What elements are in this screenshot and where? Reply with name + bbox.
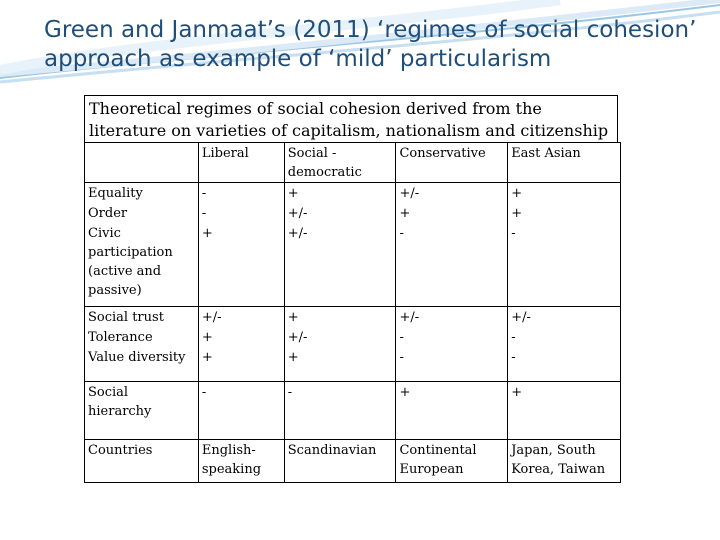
table-cell: +/- xyxy=(284,223,396,307)
table-cell: - xyxy=(198,382,284,440)
table-cell: +/- xyxy=(508,307,621,328)
table-cell: + xyxy=(284,347,396,382)
table-cell: - xyxy=(396,327,508,347)
table-row xyxy=(85,223,621,307)
slide-title: Green and Janmaat’s (2011) ‘regimes of social cohesion’ approach as example of ‘mild’ particularism xyxy=(44,17,697,72)
regimes-table xyxy=(84,142,621,483)
table-row xyxy=(85,203,621,223)
table-row xyxy=(85,440,621,483)
table-cell: - xyxy=(198,203,284,223)
table-cell: + xyxy=(508,203,621,223)
row-label: Equality xyxy=(85,183,199,204)
table-cell: + xyxy=(508,183,621,204)
table-row xyxy=(85,307,621,328)
table-cell: Continental European xyxy=(396,440,508,483)
table-cell: + xyxy=(198,327,284,347)
row-label: Tolerance xyxy=(85,327,199,347)
table-cell: Scandinavian xyxy=(284,440,396,483)
table-cell: - xyxy=(508,347,621,382)
column-header: East Asian xyxy=(508,143,621,183)
column-header xyxy=(85,143,199,183)
table-cell: +/- xyxy=(198,307,284,328)
row-label: Countries xyxy=(85,440,199,483)
table-row xyxy=(85,327,621,347)
table-cell: + xyxy=(508,382,621,440)
row-label: Social hierarchy xyxy=(85,382,199,440)
table-cell: - xyxy=(198,183,284,204)
table-cell: +/- xyxy=(396,183,508,204)
column-header: Conservative xyxy=(396,143,508,183)
table-caption: Theoretical regimes of social cohesion derived from the literature on varieties of capitalism, nationalism and citizenship xyxy=(84,95,618,142)
table-row xyxy=(85,183,621,204)
table-cell: +/- xyxy=(284,203,396,223)
table-header-row xyxy=(85,143,621,183)
column-header: Liberal xyxy=(198,143,284,183)
table-cell: + xyxy=(284,183,396,204)
table-cell: Japan, South Korea, Taiwan xyxy=(508,440,621,483)
column-header: Social - democratic xyxy=(284,143,396,183)
table-cell: +/- xyxy=(284,327,396,347)
table-cell: - xyxy=(508,327,621,347)
table-cell: + xyxy=(284,307,396,328)
table-cell: - xyxy=(396,223,508,307)
table-cell: + xyxy=(396,203,508,223)
table-cell: + xyxy=(396,382,508,440)
table-cell: English-speaking xyxy=(198,440,284,483)
table-row xyxy=(85,382,621,440)
table-cell: + xyxy=(198,347,284,382)
row-label: Civic participation (active and passive) xyxy=(85,223,199,307)
table-cell: - xyxy=(396,347,508,382)
table-cell: - xyxy=(284,382,396,440)
table-cell: + xyxy=(198,223,284,307)
row-label: Value diversity xyxy=(85,347,199,382)
table-cell: - xyxy=(508,223,621,307)
table-cell: +/- xyxy=(396,307,508,328)
row-label: Order xyxy=(85,203,199,223)
row-label: Social trust xyxy=(85,307,199,328)
table-row xyxy=(85,347,621,382)
